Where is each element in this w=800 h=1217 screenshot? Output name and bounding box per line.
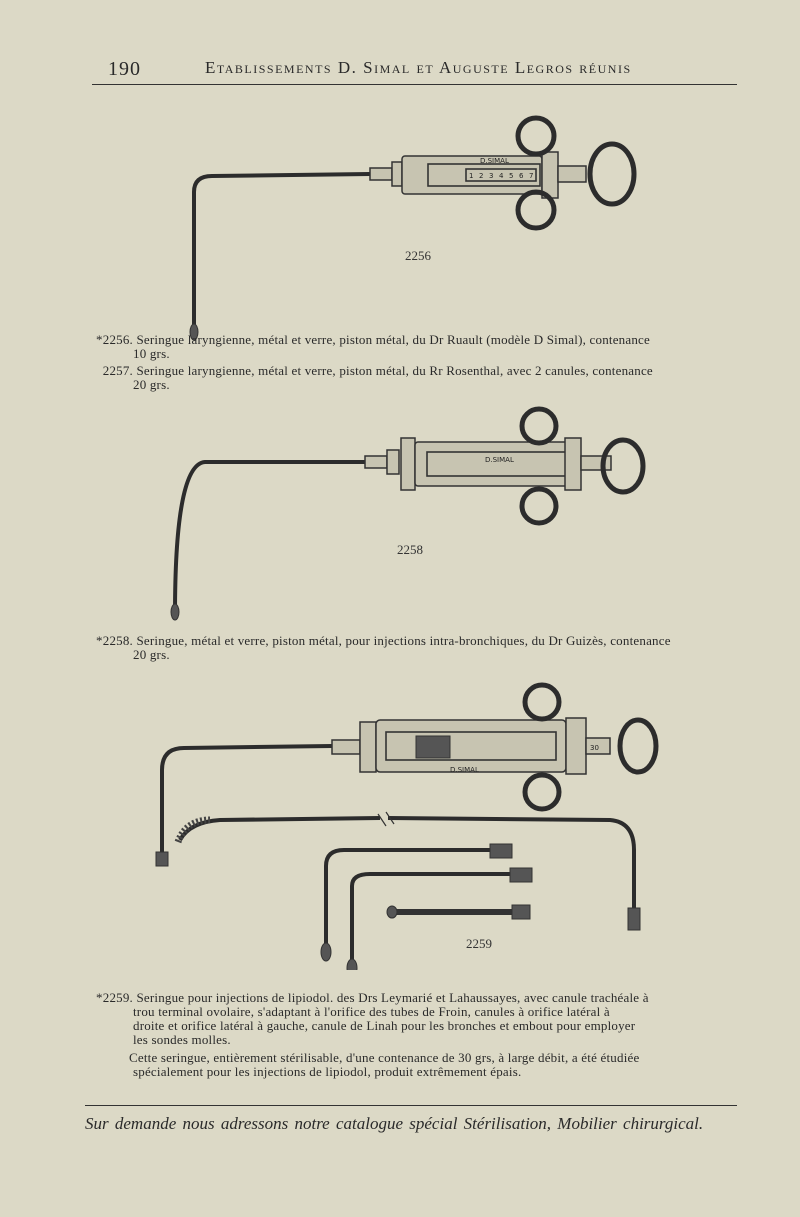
hub-2256: [370, 168, 392, 180]
barrel-2259: [376, 720, 566, 772]
plunger-2258: [581, 456, 611, 470]
cannula-2256: [194, 174, 370, 332]
finger-ring-bottom-2259: [525, 775, 559, 809]
footer-rule: [85, 1105, 737, 1106]
entry-text-cont: 20 grs.: [133, 377, 170, 392]
finger-ring-top-2256: [518, 118, 554, 154]
svg-text:6: 6: [519, 172, 524, 180]
entry-text-cont: 20 grs.: [133, 647, 170, 662]
entry-2259: [85, 991, 740, 1079]
entry-text: Seringue pour injections de lipiodol. des Drs Leymarié et Lahaussayes, avec canule trachéale à: [136, 990, 649, 1005]
cap-engraving-2259: 30: [590, 744, 599, 752]
hub-2259: [332, 740, 360, 754]
thumb-ring-2256: [590, 144, 634, 204]
entry-2257: [85, 364, 740, 392]
barrel-engraving-2256: D.SIMAL: [480, 157, 509, 165]
hub-2258: [365, 456, 387, 468]
syringe-2259-illustration: [150, 680, 670, 970]
syringe-2256-illustration: [180, 112, 660, 344]
footer-note: Sur demande nous adressons notre catalogue spécial Stérilisation, Mobilier chirurgical.: [85, 1114, 704, 1133]
cannula-left-orifice-2259: [352, 874, 510, 966]
barrel-engraving-2258: D.SIMAL: [485, 456, 514, 464]
cannula-2258: [175, 462, 365, 614]
entry-2258: [85, 634, 740, 662]
figure-label-2258: 2258: [397, 542, 423, 557]
tracheal-cannula-2259: [162, 746, 332, 860]
header-rule: [92, 84, 737, 85]
thumb-ring-2259: [620, 720, 656, 772]
entry-text-cont: les sondes molles.: [133, 1032, 231, 1047]
barrel-engraving-2259: D.SIMAL: [450, 766, 479, 774]
entry-text: Seringue laryngienne, métal et verre, piston métal, du Dr Ruault (modèle D Simal), contenance: [136, 332, 650, 347]
barrel-2258: [415, 442, 575, 486]
entry-2256: [85, 333, 740, 361]
page-header-title: Etablissements D. Simal et Auguste Legros réunis: [205, 58, 632, 77]
cannula-tip-2258: [171, 604, 179, 620]
entry-number: *2259.: [96, 990, 133, 1005]
svg-text:1: 1: [469, 172, 474, 180]
entry-number: 2257.: [102, 363, 133, 378]
entry-paragraph: Cette seringue, entièrement stérilisable, d'une contenance de 30 grs, à large débit, a été étudiée: [129, 1050, 640, 1065]
entry-paragraph-cont: spécialement pour les injections de lipiodol, produit extrêmement épais.: [133, 1064, 522, 1079]
finger-ring-top-2259: [525, 685, 559, 719]
plunger-2256: [558, 166, 586, 182]
page-number: 190: [108, 58, 141, 80]
svg-text:5: 5: [509, 172, 514, 180]
entry-number: *2258.: [96, 633, 133, 648]
entry-text: Seringue laryngienne, métal et verre, piston métal, du Rr Rosenthal, avec 2 canules, contenance: [136, 363, 653, 378]
finger-ring-top-2258: [522, 409, 556, 443]
svg-text:3: 3: [489, 172, 494, 180]
svg-text:4: 4: [499, 172, 504, 180]
entry-number: *2256.: [96, 332, 133, 347]
entry-text-cont: trou terminal ovolaire, s'adaptant à l'orifice des tubes de Froin, canules à orifice latéral à: [133, 1004, 610, 1019]
finger-ring-bottom-2258: [522, 489, 556, 523]
figure-label-2256: 2256: [405, 248, 431, 263]
finger-ring-bottom-2256: [518, 192, 554, 228]
entry-text: Seringue, métal et verre, piston métal, pour injections intra-bronchiques, du Dr Guizès, contenance: [136, 633, 671, 648]
entry-text-cont: 10 grs.: [133, 346, 170, 361]
syringe-2258-illustration: [165, 404, 655, 624]
entry-text-cont: droite et orifice latéral à gauche, canule de Linah pour les bronches et embout pour employer: [133, 1018, 636, 1033]
svg-text:2: 2: [479, 172, 484, 180]
svg-text:7: 7: [529, 172, 534, 180]
figure-label-2259: 2259: [466, 936, 492, 951]
